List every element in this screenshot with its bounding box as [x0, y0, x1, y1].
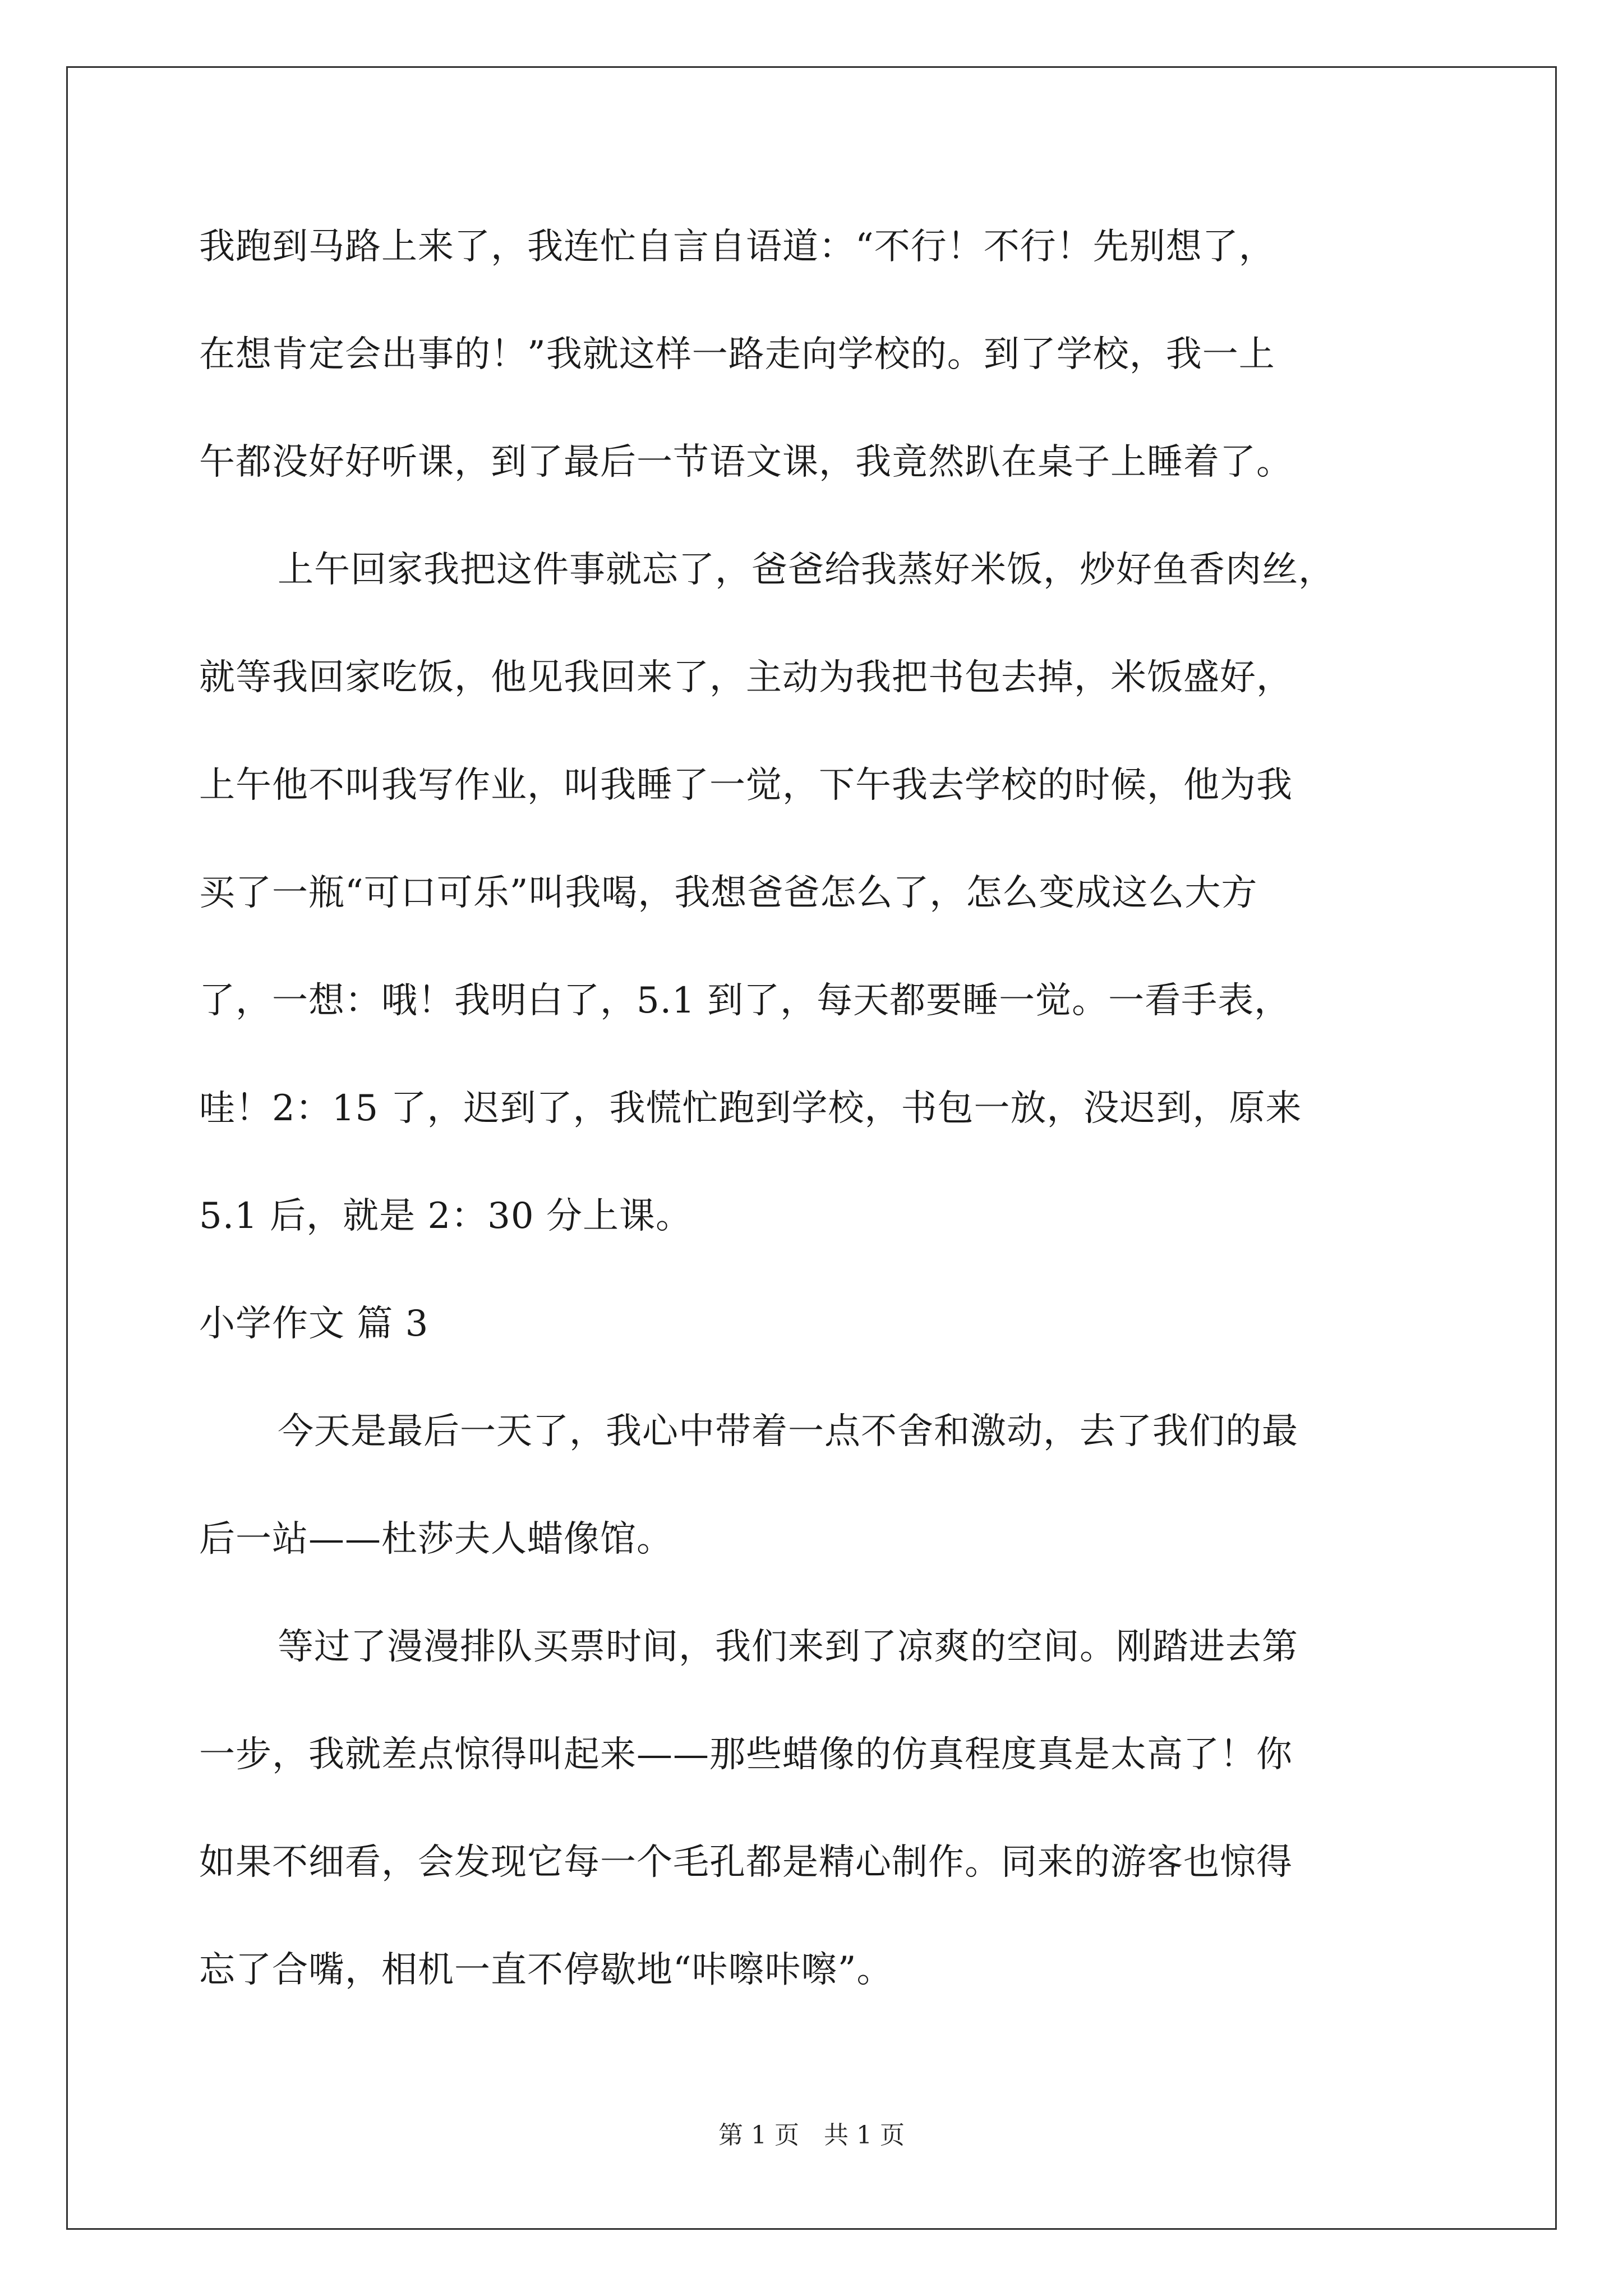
- text-line-6: 上午他不叫我写作业，叫我睡了一觉，下午我去学校的时候，他为我: [199, 765, 1293, 806]
- text-line-15: 一步，我就差点惊得叫起来——那些蜡像的仿真程度真是太高了！你: [199, 1734, 1293, 1775]
- page-footer: 第 1 页 共 1 页: [718, 2121, 905, 2150]
- text-line-5: 就等我回家吃饭，他见我回来了，主动为我把书包去掉，米饭盛好，: [199, 657, 1293, 698]
- text-line-3: 午都没好好听课，到了最后一节语文课，我竟然趴在桌子上睡着了。: [199, 441, 1293, 483]
- text-line-9: 哇！2：15 了，迟到了，我慌忙跑到学校，书包一放，没迟到，原来: [199, 1088, 1302, 1129]
- text-line-10: 5.1 后，就是 2：30 分上课。: [199, 1195, 692, 1237]
- document-body: [199, 213, 1433, 2044]
- text-line-16: 如果不细看，会发现它每一个毛孔都是精心制作。同来的游客也惊得: [199, 1842, 1293, 1883]
- text-line-12: 今天是最后一天了，我心中带着一点不舍和激动，去了我们的最: [278, 1411, 1298, 1452]
- section-heading: 小学作文 篇 3: [199, 1303, 429, 1345]
- text-line-7: 买了一瓶“可口可乐”叫我喝，我想爸爸怎么了，怎么变成这么大方: [199, 872, 1258, 914]
- text-line-1: 我跑到马路上来了，我连忙自言自语道：“不行！不行！先别想了，: [199, 226, 1275, 268]
- text-line-8: 了，一想：哦！我明白了，5.1 到了，每天都要睡一觉。一看手表，: [199, 980, 1291, 1022]
- text-line-17: 忘了合嘴，相机一直不停歇地“咔嚓咔嚓”。: [199, 1949, 893, 1991]
- text-line-13: 后一站——杜莎夫人蜡像馆。: [199, 1519, 673, 1560]
- text-line-14: 等过了漫漫排队买票时间，我们来到了凉爽的空间。刚踏进去第: [278, 1626, 1298, 1668]
- text-line-4: 上午回家我把这件事就忘了，爸爸给我蒸好米饭，炒好鱼香肉丝，: [278, 549, 1335, 591]
- text-line-2: 在想肯定会出事的！”我就这样一路走向学校的。到了学校，我一上: [199, 334, 1275, 375]
